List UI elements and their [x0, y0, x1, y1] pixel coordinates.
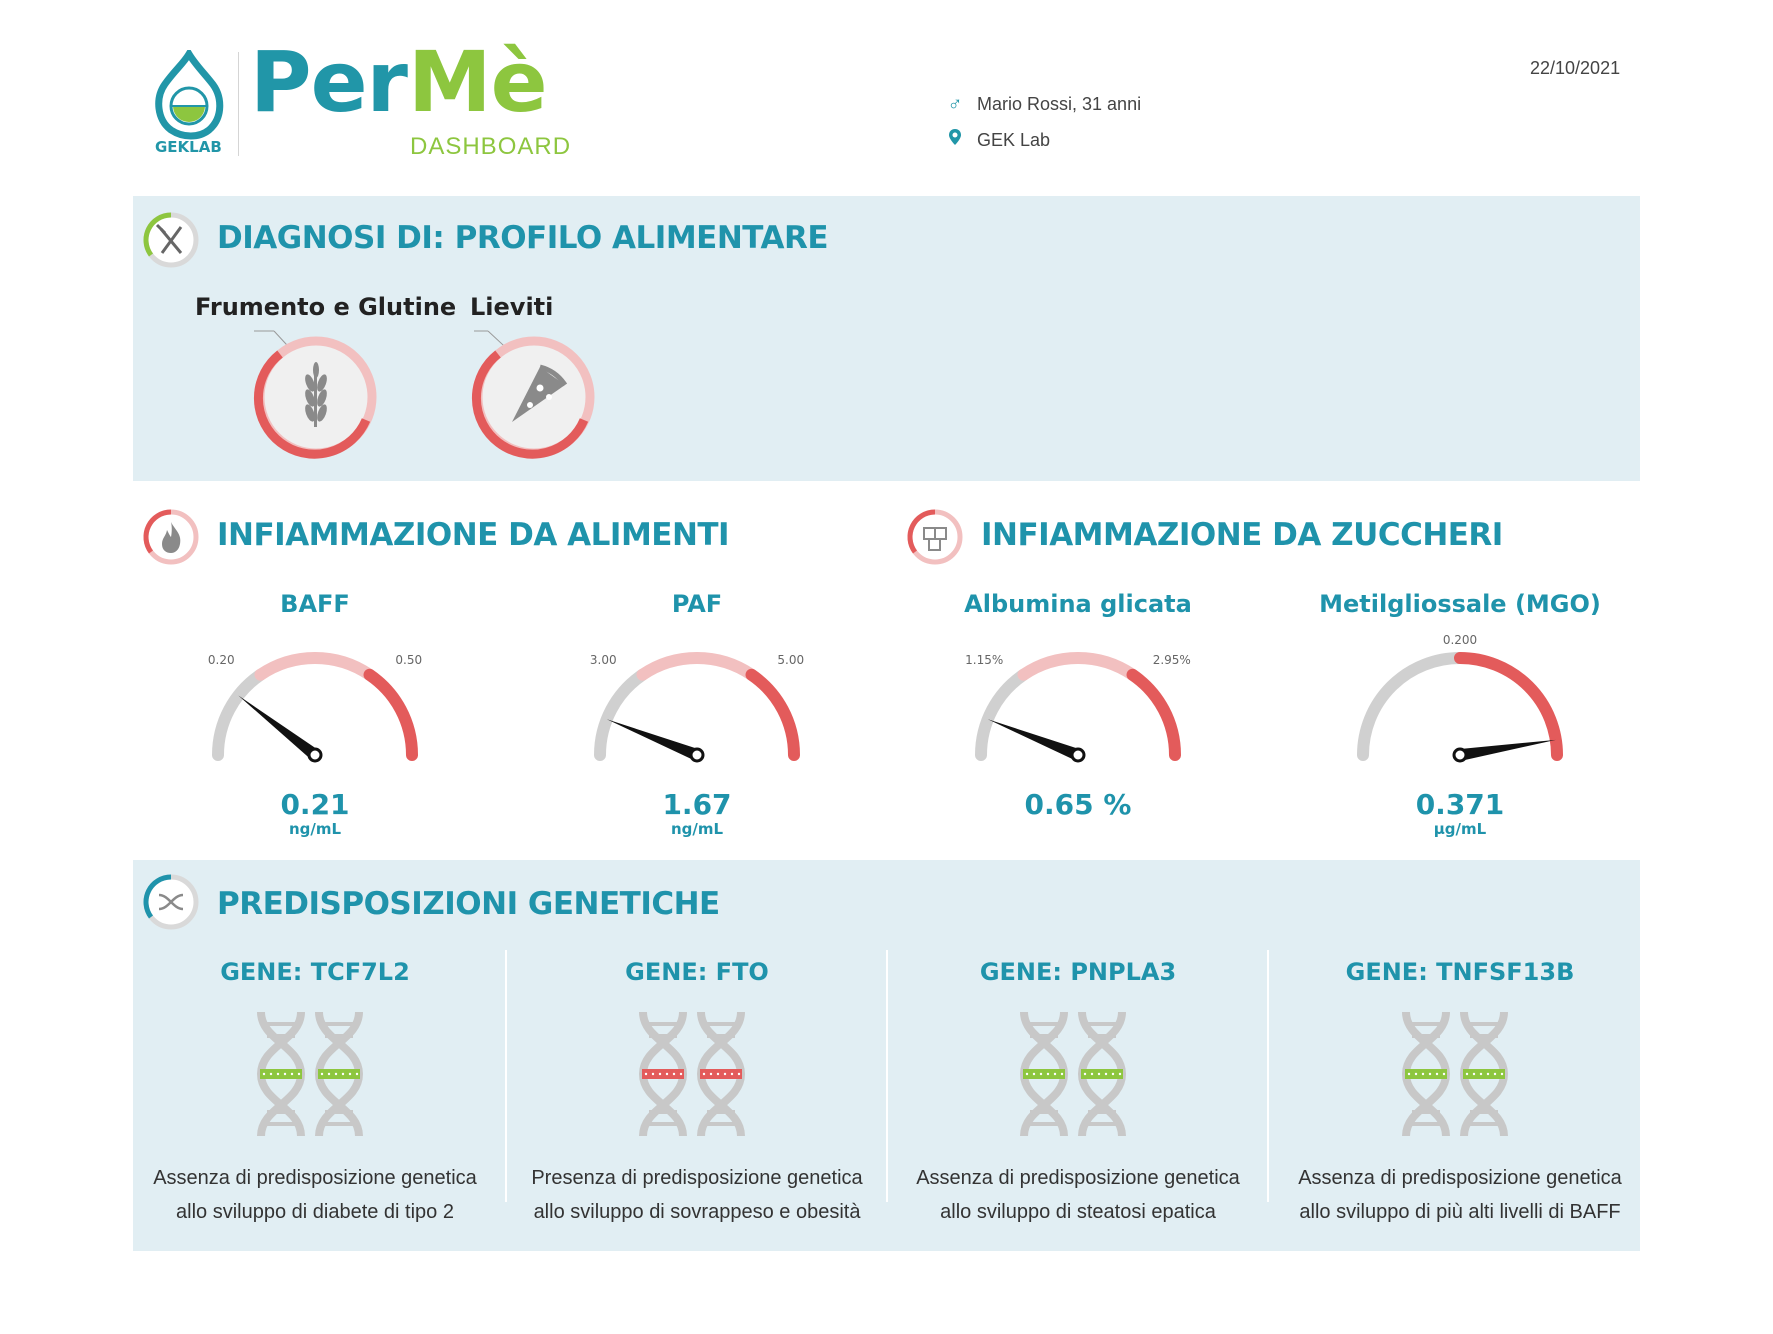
genetics-title: PREDISPOSIZIONI GENETICHE: [217, 886, 720, 922]
gauge-title-baff: BAFF: [280, 590, 350, 618]
inflammation-sugar-title: INFIAMMAZIONE DA ZUCCHERI: [981, 517, 1503, 553]
cutlery-icon: [142, 211, 200, 269]
gauge-value-paf: 1.67: [662, 788, 732, 821]
gene-desc-tcf7l2: [125, 1161, 505, 1229]
lab-info: [945, 128, 1050, 152]
sugar-cubes-icon: [906, 508, 964, 566]
gauge-zone-mid: [260, 658, 369, 675]
gene-desc-line: allo sviluppo di diabete di tipo 2: [176, 1201, 454, 1223]
gauge-tick-high: 0.50: [395, 653, 423, 668]
report-date: 22/10/2021: [1530, 58, 1621, 78]
dna-strands-fto: [637, 1010, 757, 1140]
gauge-paf: [567, 630, 827, 780]
wheat-indicator: [240, 325, 390, 465]
gauge-title-albumin: Albumina glicata: [964, 590, 1192, 618]
gauge-unit-mgo: μg/mL: [1433, 820, 1487, 838]
gauge-needle: [988, 719, 1080, 760]
inflammation-food-title: INFIAMMAZIONE DA ALIMENTI: [217, 517, 730, 553]
gene-desc-fto: [507, 1161, 887, 1229]
gene-desc-line: allo sviluppo di più alti livelli di BAFF: [1299, 1201, 1621, 1223]
gauge-value-mgo: 0.371: [1415, 788, 1505, 821]
gauge-needle: [607, 719, 699, 760]
dna-helix: [1463, 1012, 1505, 1136]
gene-marker: [1081, 1069, 1123, 1079]
male-icon: ♂: [947, 93, 963, 115]
patient-info: [945, 93, 1141, 116]
logo-divider: [238, 52, 239, 156]
gauge-needle: [238, 696, 318, 760]
diagnosis-title: DIAGNOSI DI: PROFILO ALIMENTARE: [217, 220, 829, 256]
gauge-tick-threshold: 0.200: [1442, 633, 1478, 647]
dna-strands-tcf7l2: [255, 1010, 375, 1140]
brand-subtitle: DASHBOARD: [410, 133, 572, 160]
dna-strands-pnpla3: [1018, 1010, 1138, 1140]
gauge-zone-high: [370, 675, 412, 755]
yeast-indicator: [460, 325, 610, 465]
gauge-unit-baff: ng/mL: [288, 820, 342, 838]
gauge-zone-mid: [642, 658, 751, 675]
gene-title-pnpla3: GENE: PNPLA3: [979, 958, 1177, 986]
dna-helix: [642, 1012, 684, 1136]
dna-strands-tnfsf13b: [1400, 1010, 1520, 1140]
gauge-unit-paf: ng/mL: [670, 820, 724, 838]
gene-marker: [1463, 1069, 1505, 1079]
gauge-tick-high: 5.00: [777, 653, 805, 668]
gene-marker: [642, 1069, 684, 1079]
food-label-wheat: Frumento e Glutine: [195, 293, 457, 321]
dna-helix: [700, 1012, 742, 1136]
dna-helix: [318, 1012, 360, 1136]
gauge-zone-high: [1133, 675, 1175, 755]
gauge-needle-pivot: [691, 749, 703, 761]
gene-desc-line: Assenza di predisposizione genetica: [1298, 1167, 1622, 1189]
gauge-zone-high: [752, 675, 794, 755]
gauge-title-mgo: Metilgliossale (MGO): [1319, 590, 1601, 618]
gauge-zone-low: [1363, 658, 1460, 755]
gauge-tick-low: 0.20: [207, 653, 235, 668]
gauge-zone-low: [218, 675, 260, 755]
gauge-tick-high: 2.95%: [1152, 653, 1191, 668]
gauge-zone-low: [981, 675, 1023, 755]
brand-name-part2: Mè: [408, 33, 547, 131]
gauge-title-paf: PAF: [671, 590, 723, 618]
patient-name: Mario Rossi, 31 anni: [977, 94, 1142, 114]
gauge-value-albumin: 0.65 %: [1024, 788, 1132, 821]
lab-name: GEK Lab: [977, 129, 1051, 150]
logo-text: GEKLAB: [155, 138, 222, 155]
gene-desc-line: Presenza di predisposizione genetica: [531, 1167, 863, 1189]
gauge-zone-low: [600, 675, 642, 755]
food-label-yeast: Lieviti: [470, 293, 554, 321]
gauge-mgo: [1330, 630, 1590, 780]
dna-helix: [1023, 1012, 1065, 1136]
gene-desc-line: Assenza di predisposizione genetica: [916, 1167, 1240, 1189]
dna-helix: [1081, 1012, 1123, 1136]
gene-desc-tnfsf13b: [1270, 1161, 1650, 1229]
flame-icon: [142, 508, 200, 566]
geklab-logo: [153, 50, 225, 155]
gauge-needle-pivot: [309, 749, 321, 761]
gene-desc-pnpla3: [888, 1161, 1268, 1229]
gene-marker: [1405, 1069, 1447, 1079]
gauge-albumin: [948, 630, 1208, 780]
gene-title-fto: GENE: FTO: [625, 958, 769, 986]
gene-marker: [1023, 1069, 1065, 1079]
gauge-zone-mid: [1023, 658, 1132, 675]
gauge-needle-pivot: [1454, 749, 1466, 761]
gauge-needle: [1459, 740, 1556, 761]
gauge-tick-low: 1.15%: [965, 653, 1004, 668]
gene-marker: [700, 1069, 742, 1079]
dna-helix: [1405, 1012, 1447, 1136]
gene-marker: [260, 1069, 302, 1079]
gene-desc-line: Assenza di predisposizione genetica: [153, 1167, 477, 1189]
dna-helix: [260, 1012, 302, 1136]
gauge-baff: [185, 630, 445, 780]
gene-desc-line: allo sviluppo di sovrappeso e obesità: [533, 1201, 861, 1223]
location-pin-icon: [945, 128, 965, 152]
gene-marker: [318, 1069, 360, 1079]
gene-desc-line: allo sviluppo di steatosi epatica: [940, 1201, 1216, 1223]
gauge-value-baff: 0.21: [280, 788, 350, 821]
gene-title-tcf7l2: GENE: TCF7L2: [220, 958, 410, 986]
brand-name-part1: Per: [250, 33, 407, 131]
gene-title-tnfsf13b: GENE: TNFSF13B: [1345, 958, 1575, 986]
gauge-tick-low: 3.00: [589, 653, 617, 668]
gauge-zone-high: [1460, 658, 1557, 755]
gauge-needle-pivot: [1072, 749, 1084, 761]
dna-icon: [142, 873, 200, 931]
